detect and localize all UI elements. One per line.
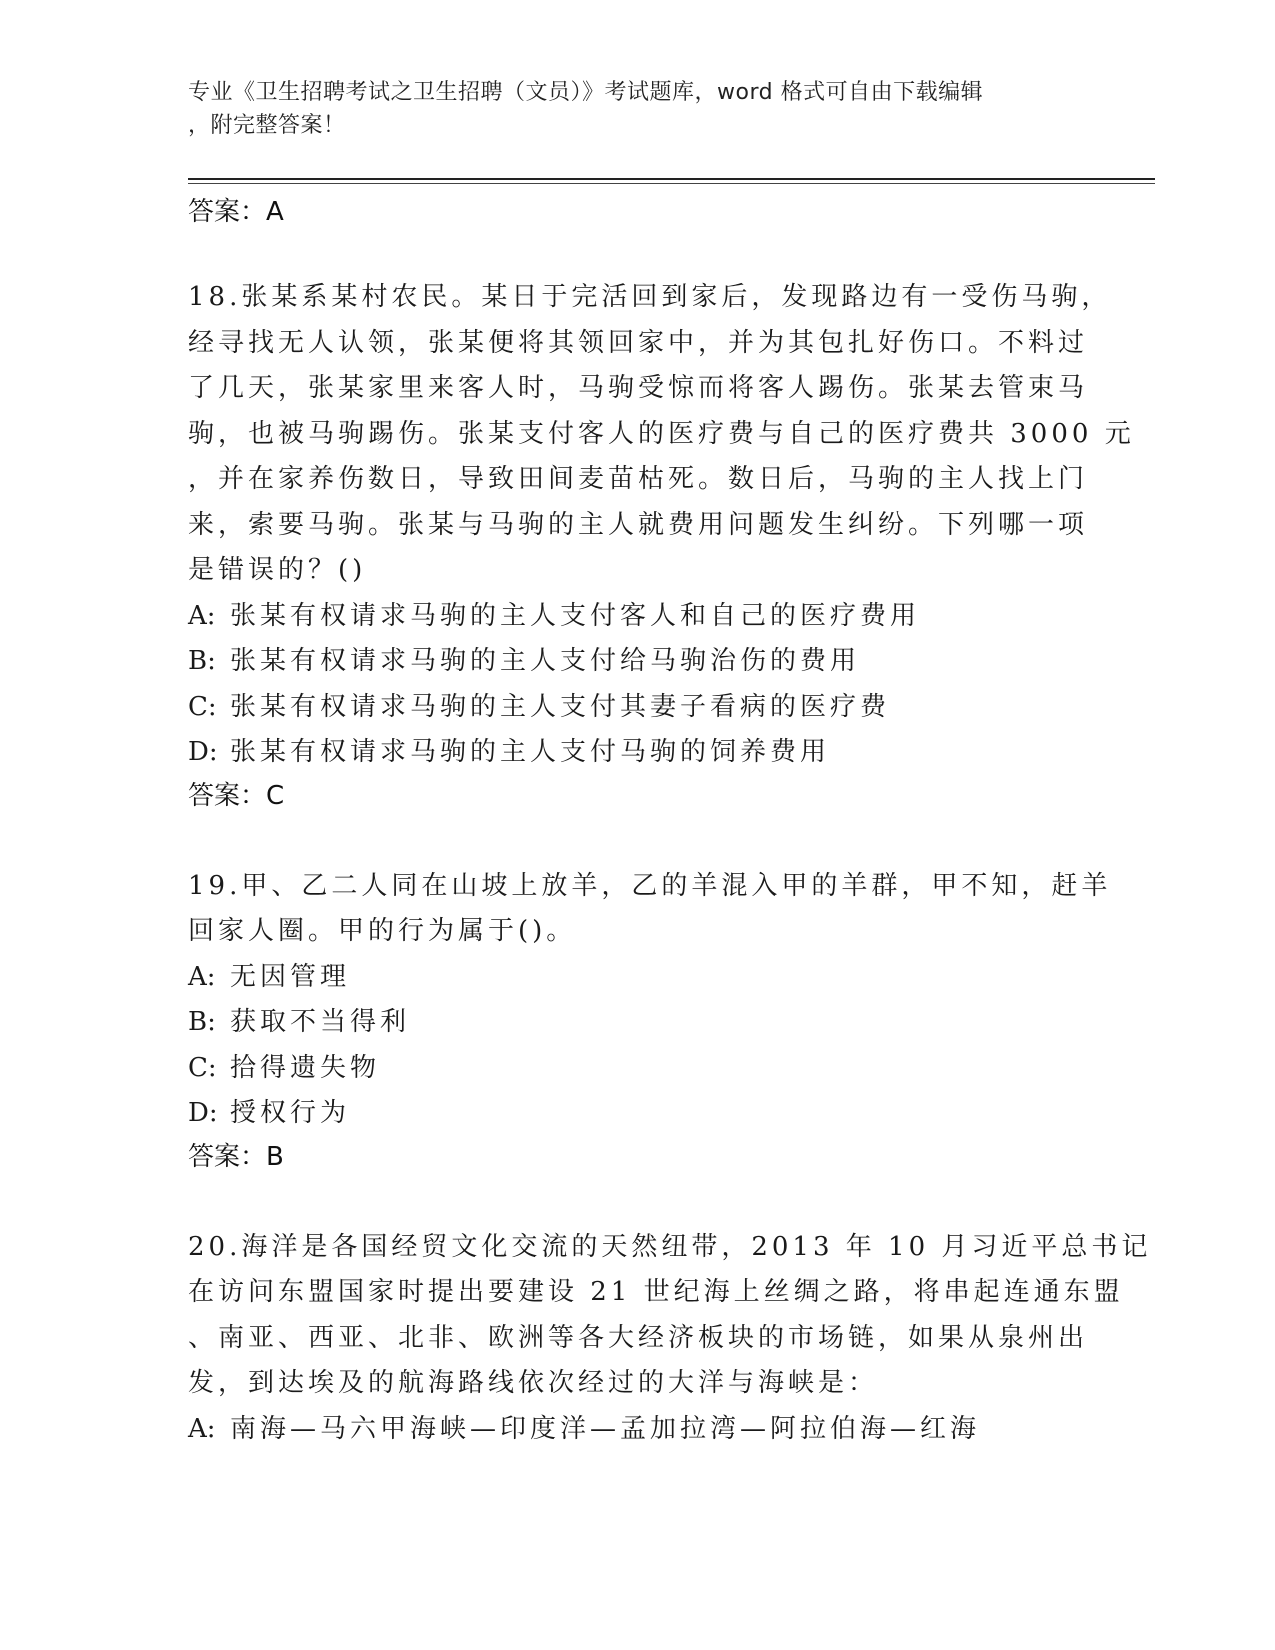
option-letter: A:: [188, 1413, 216, 1444]
header-rule-thin: [188, 183, 1155, 184]
question-text-line: 、南亚、西亚、北非、欧洲等各大经济板块的市场链，如果从泉州出: [188, 1322, 1089, 1353]
question-text-line: 是错误的？(): [188, 555, 367, 585]
document-body: [188, 190, 1152, 1452]
option-letter: D:: [188, 1098, 218, 1128]
option-text: 拾得遗失物: [230, 1052, 381, 1083]
option-text: 授权行为: [230, 1098, 351, 1128]
question-text-line: 发，到达埃及的航海路线依次经过的大洋与海峡是：: [188, 1368, 879, 1398]
option-b: [188, 1000, 1088, 1046]
option-text: 无因管理: [230, 961, 351, 992]
question-text-line: 在访问东盟国家时提出要建设 21 世纪海上丝绸之路，将串起连通东盟: [188, 1277, 1124, 1307]
option-text: 南海—马六甲海峡—印度洋—孟加拉湾—阿拉伯海—红海: [230, 1413, 981, 1444]
option-text: 获取不当得利: [230, 1007, 411, 1037]
option-letter: A:: [188, 600, 216, 631]
option-a: [188, 594, 1088, 640]
question-text-line: 来，索要马驹。张某与马驹的主人就费用问题发生纠纷。下列哪一项: [188, 509, 1089, 540]
header-rule-thick: [188, 178, 1155, 180]
option-letter: B:: [188, 646, 216, 676]
question-text-line: 了几天，张某家里来客人时，马驹受惊而将客人踢伤。张某去管束马: [188, 373, 1089, 403]
header-line: ，附完整答案！: [188, 113, 346, 138]
option-letter: C:: [188, 691, 217, 722]
option-letter: C:: [188, 1052, 217, 1083]
question-text-line: 回家人圈。甲的行为属于()。: [188, 916, 577, 946]
question-text-line: 经寻找无人认领，张某便将其领回家中，并为其包扎好伤口。不料过: [188, 327, 1089, 358]
option-letter: B:: [188, 1007, 216, 1037]
option-text: 张某有权请求马驹的主人支付其妻子看病的医疗费: [230, 691, 891, 722]
option-text: 张某有权请求马驹的主人支付客人和自己的医疗费用: [230, 600, 921, 631]
question-text-line: ，并在家养伤数日，导致田间麦苗枯死。数日后，马驹的主人找上门: [188, 464, 1089, 494]
option-letter: D:: [188, 737, 218, 767]
question-19: [188, 864, 1112, 955]
answer-line: 答案：C: [188, 780, 285, 811]
option-c: [188, 685, 1088, 731]
document-header: [188, 76, 1088, 142]
option-a: [188, 1407, 1088, 1453]
question-text-line: 19.甲、乙二人同在山坡上放羊，乙的羊混入甲的羊群，甲不知，赶羊: [188, 870, 1112, 901]
option-b: [188, 639, 1088, 685]
option-letter: A:: [188, 961, 216, 992]
option-c: [188, 1046, 1088, 1092]
header-line: 专业《卫生招聘考试之卫生招聘（文员）》考试题库，word 格式可自由下载编辑: [188, 80, 984, 105]
option-text: 张某有权请求马驹的主人支付马驹的饲养费用: [230, 737, 831, 767]
option-a: [188, 955, 1088, 1001]
option-text: 张某有权请求马驹的主人支付给马驹治伤的费用: [230, 646, 861, 676]
question-text-line: 20.海洋是各国经贸文化交流的天然纽带，2013 年 10 月习近平总书记: [188, 1231, 1152, 1262]
option-d: [188, 1091, 1088, 1137]
answer-line: 答案：B: [188, 1141, 284, 1172]
question-18: [188, 275, 1135, 594]
option-d: [188, 730, 1088, 776]
question-text-line: 驹，也被马驹踢伤。张某支付客人的医疗费与自己的医疗费共 3000 元: [188, 418, 1135, 449]
question-text-line: 18.张某系某村农民。某日于完活回到家后，发现路边有一受伤马驹，: [188, 282, 1112, 312]
question-20: [188, 1225, 1152, 1407]
answer-line: 答案：A: [188, 197, 284, 227]
